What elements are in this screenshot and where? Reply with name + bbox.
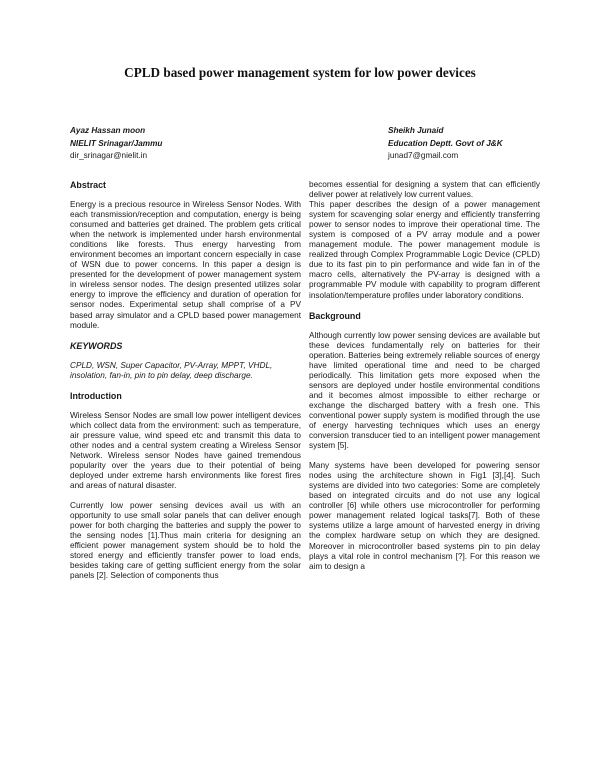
- right-column: [309, 180, 540, 572]
- author-block-2: [388, 125, 503, 163]
- background-paragraph-1: Although currently low power sensing devices are available but these devices fundamentally rely on batteries for their operation. Batteries being extremely reliable sources of energy have limited operational time and need to be charged periodically. This limitation gets more exposed when the sensors are deployed under hostile environmental conditions and it becomes almost impossible to either recharge or exchange the discharged battery with a fresh one. This conventional power supply system is modified through the use of energy harvesting techniques which uses an energy conversion transducer tied to an intelligent power management system [5].: [309, 330, 540, 451]
- left-column: [70, 180, 301, 581]
- author-name: Sheikh Junaid: [388, 126, 444, 135]
- author-affiliation: NIELIT Srinagar/Jammu: [70, 138, 163, 148]
- introduction-paragraph-2: Currently low power sensing devices avail us with an opportunity to use small solar panels that can deliver enough power for both charging the batteries and supply the power to the sensing nodes [1].Thus main criteria for designing an efficient power management system should be to hold the stored energy and efficiently transfer power to load ends, besides taking care of getting sufficient energy from the solar panels [2]. Selection of components thus: [70, 501, 301, 581]
- keywords-heading: KEYWORDS: [70, 340, 123, 351]
- author-block-1: [70, 125, 162, 163]
- author-email: junad7@gmail.com: [388, 151, 459, 160]
- author-email: dir_srinagar@nielit.in: [70, 151, 148, 160]
- paper-title: CPLD based power management system for low power devices: [124, 65, 476, 80]
- introduction-paragraph-3: This paper describes the design of a power management system for scavenging solar energy and efficiently transferring power to sensor nodes to improve their operational time. The system is composed of a PV array module and a power management module. The power management module is realized through Complex Programmable Logic Device (CPLD) due to its fast pin to pin performance and wide fan in of the macro cells, alternatively the PV-array is designed with a programmable PV module with capability to program different insolation/temperature profiles under laboratory conditions.: [309, 200, 540, 300]
- introduction-continuation: becomes essential for designing a system that can efficiently deliver power at relatively low current values.: [309, 180, 540, 200]
- abstract-text: Energy is a precious resource in Wireless Sensor Nodes. With each transmission/reception and computation, energy is being consumed and batteries get drained. The problem gets critical when the network is implemented under harsh environmental conditions like forests. Thus energy harvesting from environment becomes an important concern especially in case of WSN due to power concerns. In this paper a design is presented for the development of power management system in wireless sensor nodes. The design presented utilizes solar energy to improve the efficiency and duration of operation for sensor nodes. Experimental setup shall comprise of a PV based array simulator and a CPLD based power management module.: [70, 200, 301, 330]
- abstract-heading: Abstract: [70, 180, 107, 190]
- author-affiliation: Education Deptt. Govt of J&K: [388, 138, 503, 148]
- background-heading: Background: [309, 310, 361, 321]
- introduction-paragraph-1: Wireless Sensor Nodes are small low power intelligent devices which collect data from the environment: such as temperature, air pressure value, wind speed etc and transmit this data to other nodes and a central system creating a Wireless Sensor Network. Wireless sensor Nodes have gained tremendous popularity over the years due to their potential of being deployed under extreme harsh environments like forest fires and areas of natural disaster.: [70, 410, 301, 491]
- keywords-text: CPLD, WSN, Super Capacitor, PV-Array, MPPT, VHDL, insolation, fan-in, pin to pin delay, deep discharge.: [70, 360, 273, 380]
- background-paragraph-2: Many systems have been developed for powering sensor nodes using the architecture shown in Fig1 [3],[4]. Such systems are divided into two categories: Some are completely based on integrated circuits and do not use any logical controller [6] while others use microcontroller for performing power management related logical tasks[7]. Both of these systems utilize a large amount of harvested energy in driving the complex hardware setup on which they are designed. Moreover in microcontroller based systems pin to pin delay plays a vital role in control mechanism [?]. For this reason we aim to design a: [309, 461, 540, 571]
- introduction-heading: Introduction: [70, 390, 122, 401]
- author-name: Ayaz Hassan moon: [70, 126, 146, 135]
